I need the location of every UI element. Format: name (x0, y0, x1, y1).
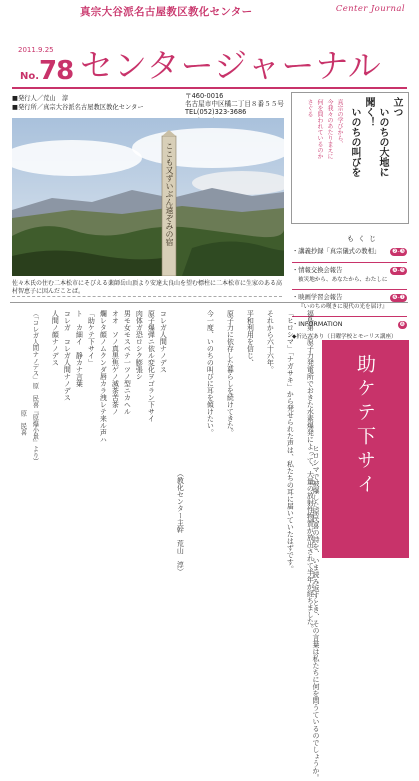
toc-item-2-label: ・情報交換会報告 (292, 267, 343, 274)
poem-line-9: コレガ コレガ人間ナノデス (63, 310, 72, 401)
poem-line-5: オオ ソノ真黒焦ゲノ滅茶苦茶ノ (111, 310, 120, 415)
poem-line-8: ト カ細イ 静カナ言葉 (75, 310, 84, 387)
pillar-text: ここも又ずいぶん遠ぞみの宿 (165, 142, 174, 246)
toc-title: もくじ (347, 235, 380, 243)
quote-sub-1: 真宗の学びから、 (336, 99, 343, 147)
afterword-signer: （教化センター主幹 荒山 淳） (176, 470, 185, 575)
telephone: TEL(052)323-3686 (185, 108, 247, 117)
poem-line-1: コレガ人間ナノデス (159, 310, 168, 373)
quote-sub-2: 今我々のあたりまえに (326, 99, 333, 159)
publisher-office: ■発行所／真宗大谷派名古屋教区教化センター (12, 104, 144, 111)
feature-quote-box (291, 92, 409, 224)
toc-item-1-label: ・講義抄録「真宗儀式の教相」 (292, 248, 381, 255)
section-divider (10, 302, 408, 303)
issue-date: 2011.9.25 (18, 46, 54, 54)
feature-banner (322, 340, 409, 558)
toc-item-1-pages: ❷-❸ (392, 248, 405, 255)
toc-item-1 (292, 248, 407, 257)
toc-item-4-label: ・INFORMATION (292, 321, 343, 328)
toc-item-2 (292, 267, 407, 284)
article-col-2: 「ヒロシマ」「ナガサキ」から発せられた声は、私たちの耳に届いていたはずです。 (286, 310, 295, 573)
article-col-1: 福島第一原子力発電所でおきた水素爆発によって、大量の放射性物質が放出されて半年が経ちました。 (306, 310, 315, 632)
toc-separator (292, 289, 407, 290)
afterword-text: ヒロシマで被爆した原民喜の詩を、いま読み返すとき、その言葉は私たちに何を問うているのでしょうか。 (312, 445, 320, 781)
banner-text: 助ケテ下サイ (354, 354, 376, 498)
quote-line-2: いのちの大地に (377, 107, 388, 177)
toc-separator (292, 262, 407, 263)
issue-prefix: No. (20, 71, 40, 82)
article-col-4: 平和利用を信じ、 (246, 310, 255, 366)
toc-item-3-pages: ❻-❼ (392, 294, 405, 301)
quote-line-1: 立つ (391, 97, 402, 117)
cover-photo (12, 118, 284, 276)
toc-item-3-sub: 『いのちの嘆きに現代の光を届け』 (298, 303, 388, 310)
issue-number (20, 56, 73, 86)
journal-title: センタージャーナル (80, 46, 382, 85)
poem-author: 原 民喜 (19, 410, 27, 436)
mountain-scene (12, 118, 284, 276)
poem-line-3: 肉体ガ恐ロシク膨張シ (135, 310, 144, 380)
photo-caption: 佐々木氏の住む二本松市にそびえる薬師岳山頂より安達太良山を望む標柱に二本松市に生家のある高村智恵子に因んだことば。 (12, 280, 283, 295)
publisher-editor: ■発行人／荒山 淳 (12, 95, 69, 102)
toc-item-3-label: ・映画学習会報告 (292, 294, 343, 301)
poem-line-10: 人間ノ顔ナノデス (51, 310, 60, 366)
toc-item-4-pages: ❽ (399, 321, 405, 328)
poem-line-2: 原子爆弾ニ依ル変化ヲゴラン下サイ (147, 310, 156, 422)
poem-line-7: 「助ケテ下サイ」 (87, 310, 96, 366)
poem-line-4: 男モ女モスベテ一ツノ型ニカヘル (123, 310, 132, 415)
toc-item-2-pages: ❹-❺ (392, 267, 405, 274)
quote-sub-3: 何を問われているのか (316, 99, 323, 159)
article-col-6: 今一度、いのちの叫びに耳を傾けたい。 (206, 310, 215, 436)
toc-insert-note: ◆折込みあり（日曜学校とモーリス講座） (292, 334, 397, 340)
quote-line-4: いのちの叫びを (349, 107, 360, 177)
organization-name: 真宗大谷派名古屋教区教化センター (80, 6, 253, 18)
caption-divider (12, 296, 282, 297)
article-col-3: それから六十六年。 (266, 310, 275, 373)
quote-line-3: 聞く！ (363, 97, 374, 127)
postal-code: 〒460-0016 (185, 92, 224, 100)
brand-english: Center Journal (335, 4, 405, 14)
street-address: 名古屋市中区橘二丁目８番５５号 (185, 100, 284, 109)
issue-number-value: 78 (39, 56, 74, 86)
toc-item-2-sub: 被災地から、あなたから、わたしに (298, 276, 388, 283)
article-col-5: 原子力に依存した暮らしを続けてきた。 (226, 310, 235, 436)
quote-sub-4: さぐる (306, 99, 313, 117)
header-divider (12, 87, 407, 89)
poem-source: （「コレガ人間ナノデス」原 民喜『原爆小景』より） (31, 310, 39, 465)
poem-line-6: 爛レタ顔ノムクンダ唇カラ洩レテ来ル声ハ (99, 310, 108, 443)
